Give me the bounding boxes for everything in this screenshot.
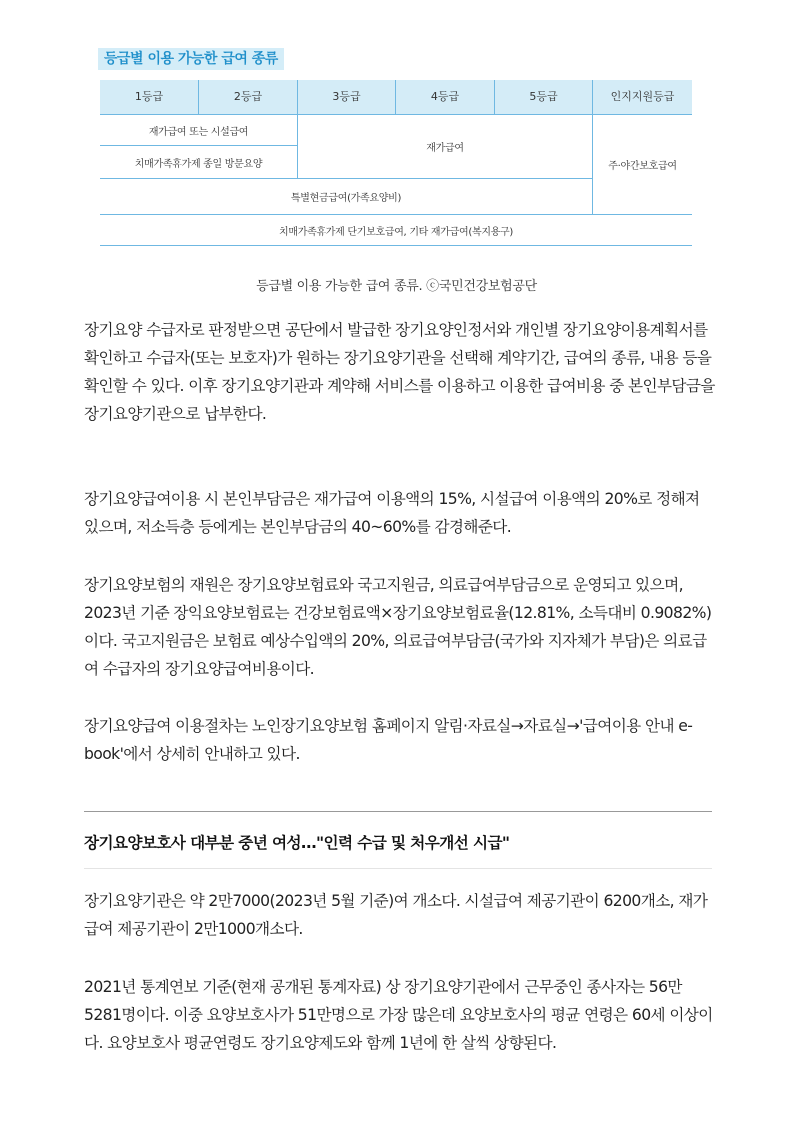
paragraph-copayment: 장기요양급여이용 시 본인부담금은 재가급여 이용액의 15%, 시설급여 이용액의 20%로 정해져 있으며, 저소득층 등에게는 본인부담금의 40~60%를 감경해준다. (84, 490, 700, 536)
section-heading: 장기요양보호사 대부분 중년 여성…"인력 수급 및 처우개선 시급" (84, 834, 510, 852)
paragraph-procedure: 장기요양 수급자로 판정받으면 공단에서 발급한 장기요양인정서와 개인별 장기요양이용계획서를 확인하고 수급자(또는 보호자)가 원하는 장기요양기관을 선택해 계약기간, 급여의 종류, 내용 등을 확인할 수 있다. 이후 장기요양기관과 계약해 서비스를 이용하고 이용한 급여비용 중 본인부담금을 장기요양기관으로 납부한다. (84, 321, 715, 423)
header-grade-1: 1등급 (100, 80, 198, 114)
header-grade-2: 2등급 (199, 80, 297, 114)
figure-caption: 등급별 이용 가능한 급여 종류. ⓒ국민건강보험공단 (256, 279, 537, 294)
paragraph-ebook-guide: 장기요양급여 이용절차는 노인장기요양보험 홈페이지 알림·자료실→자료실→'급여이용 안내 e-book'에서 상세히 안내하고 있다. (84, 717, 693, 763)
paragraph-workforce: 2021년 통계연보 기준(현재 공개된 통계자료) 상 장기요양기관에서 근무중인 종사자는 56만5281명이다. 이중 요양보호사가 51만명으로 가장 많은데 요양보호사의 평균 연령은 60세 이상이다. 요양보호사 평균연령도 장기요양제도와 함께 1년에 한 살씩 상향된다. (84, 978, 713, 1052)
header-cognitive-grade: 인지지원등급 (593, 80, 692, 114)
section-divider (84, 811, 712, 812)
header-grade-3: 3등급 (298, 80, 395, 114)
heading-underline (84, 868, 712, 869)
figure-title: 등급별 이용 가능한 급여 종류 (98, 48, 284, 70)
header-grade-5: 5등급 (495, 80, 592, 114)
paragraph-institution-count: 장기요양기관은 약 2만7000(2023년 5월 기준)여 개소다. 시설급여 제공기관이 6200개소, 재가급여 제공기관이 2만1000개소다. (84, 892, 708, 938)
cell-special-cash: 특별현금급여(가족요양비) (290, 193, 402, 204)
cell-home-or-facility: 재가급여 또는 시설급여 (148, 126, 249, 138)
benefit-grade-table (100, 80, 692, 246)
paragraph-funding: 장기요양보험의 재원은 장기요양보험료와 국고지원금, 의료급여부담금으로 운영되고 있으며, 2023년 기준 장익요양보험료는 건강보험료액×장기요양보험료율(12.81%, 소득대비 0.9082%)이다. 국고지원금은 보험료 예상수입액의 20%, 의료급여부담금(국가와 지자체가 부담)은 의료급여 수급자의 장기요양급여비용이다. (84, 576, 712, 678)
header-grade-4: 4등급 (396, 80, 494, 114)
cell-dementia-day-care: 치매가족휴가제 종일 방문요양 (134, 158, 263, 170)
cell-short-term: 치매가족휴가제 단기보호급여, 기타 재가급여(복지용구) (279, 227, 513, 238)
cell-day-night-care: 주·야간보호급여 (608, 161, 677, 172)
cell-home-care: 재가급여 (426, 143, 464, 154)
